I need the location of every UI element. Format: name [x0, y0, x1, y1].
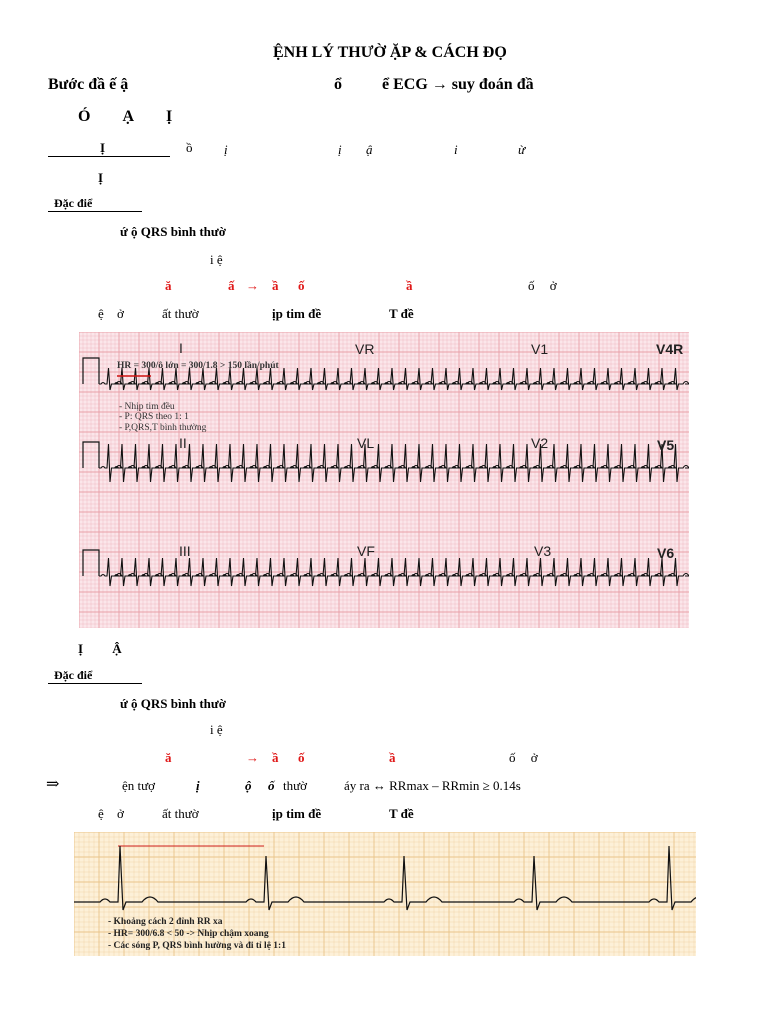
section1-title: Ị	[100, 140, 106, 155]
lead-label-VR: VR	[355, 341, 375, 357]
page-title: ỆNH LÝ THƯỜ ẶP & CÁCH ĐỌ	[273, 44, 507, 61]
s1-red-6: ầ	[406, 278, 413, 293]
s2-red-4: ố	[298, 750, 305, 765]
s1-red-4: ầ	[272, 278, 279, 293]
dac-diem-1-label: Đặc điể	[54, 196, 93, 210]
s2-line4-c: ịp tim đề	[272, 806, 322, 821]
s1-line2: i ệ	[210, 252, 223, 267]
intro-frag-6: ừ	[518, 142, 526, 157]
s1-line4-b: ất thườ	[162, 306, 199, 321]
lead-label-V2: V2	[531, 435, 549, 451]
ecg2-note-1: - Khoảng cách 2 đỉnh RR xa	[108, 917, 223, 927]
s2-arrow-a: ện tượ	[122, 778, 156, 793]
dac-diem-1	[48, 196, 142, 212]
intro-frag-4: ậ	[366, 142, 373, 157]
s1-line1: ứ ộ QRS bình thườ	[120, 224, 226, 239]
section2-title: Ị Ậ	[78, 641, 122, 656]
ecg-rhythm-strip-bradycardia	[74, 832, 696, 956]
lead-label-V3: V3	[534, 543, 552, 559]
lead-label-II: II	[179, 435, 187, 451]
ecg1-hr-annotation: HR = 300/ô lớn = 300/1.8 > 150 lần/phút	[117, 361, 279, 371]
s2-red-black: ố ở	[509, 750, 538, 765]
s2-arrow-e: thườ	[283, 778, 308, 793]
lead-label-V6: V6	[657, 545, 675, 561]
s1-red-5: ố	[298, 278, 305, 293]
s1-line4-c: ịp tim đề	[272, 306, 322, 321]
s2-arrow-d: ố	[268, 778, 275, 793]
s1-red-black: ố ở	[528, 278, 557, 293]
lead-label-V5: V5	[657, 437, 675, 453]
section1-title-underline	[48, 140, 170, 157]
s1-line4-a: ệ ở	[98, 306, 124, 321]
ecg1-note-2: - P: QRS theo 1: 1	[119, 412, 189, 422]
lead-label-I: I	[179, 340, 183, 356]
subtitle-left: Bước đầ ế ậ	[48, 76, 129, 93]
intro-frag-5: i	[454, 142, 458, 157]
ecg-12-lead-tachycardia	[79, 332, 689, 628]
s2-arrow-c: ộ	[245, 778, 252, 793]
dac-diem-2	[48, 668, 142, 684]
s2-red-2: →	[246, 750, 259, 765]
s1-line4-d: T đề	[389, 306, 414, 321]
lead-label-VF: VF	[357, 543, 375, 559]
s2-red-1: ă	[165, 750, 172, 765]
subtitle-right: ể ECG → suy đoán đầ	[382, 76, 534, 93]
s2-line2: i ệ	[210, 722, 223, 737]
lead-label-III: III	[179, 543, 191, 559]
s2-line4-a: ệ ở	[98, 806, 124, 821]
intro-frag-3: ị	[338, 142, 342, 157]
ecg2-note-3: - Các sóng P, QRS bình hường và đi tỉ lệ 1:1	[108, 941, 286, 951]
ecg1-note-3: - P,QRS,T bình thường	[119, 423, 207, 433]
section1-subtitle: Ị	[98, 170, 104, 185]
dac-diem-2-label: Đặc điể	[54, 668, 93, 682]
ecg1-note-1: - Nhịp tim đều	[119, 402, 175, 412]
section-heading: Ó Ạ Ị	[78, 108, 173, 125]
s1-red-1: ă	[165, 278, 172, 293]
s2-arrow-f: áy ra ↔ RRmax – RRmin ≥ 0.14s	[344, 778, 521, 793]
lead-label-V4R: V4R	[656, 341, 684, 357]
implies-arrow: ⇒	[46, 776, 60, 793]
lead-label-VL: VL	[357, 435, 375, 451]
lead-label-V1: V1	[531, 341, 549, 357]
subtitle-mid: ổ	[334, 76, 342, 93]
s1-red-3: →	[246, 278, 259, 293]
intro-frag-1: ồ	[186, 140, 193, 155]
s2-red-5: ầ	[389, 750, 396, 765]
ecg2-note-2: - HR= 300/6.8 < 50 -> Nhịp chậm xoang	[108, 929, 269, 939]
intro-frag-2: ị	[224, 142, 228, 157]
s2-line4-d: T đề	[389, 806, 414, 821]
s2-arrow-b: ị	[196, 778, 200, 793]
s1-red-2: ấ	[228, 278, 235, 293]
s2-red-3: ầ	[272, 750, 279, 765]
s2-line4-b: ất thườ	[162, 806, 199, 821]
s2-line1: ứ ộ QRS bình thườ	[120, 696, 226, 711]
